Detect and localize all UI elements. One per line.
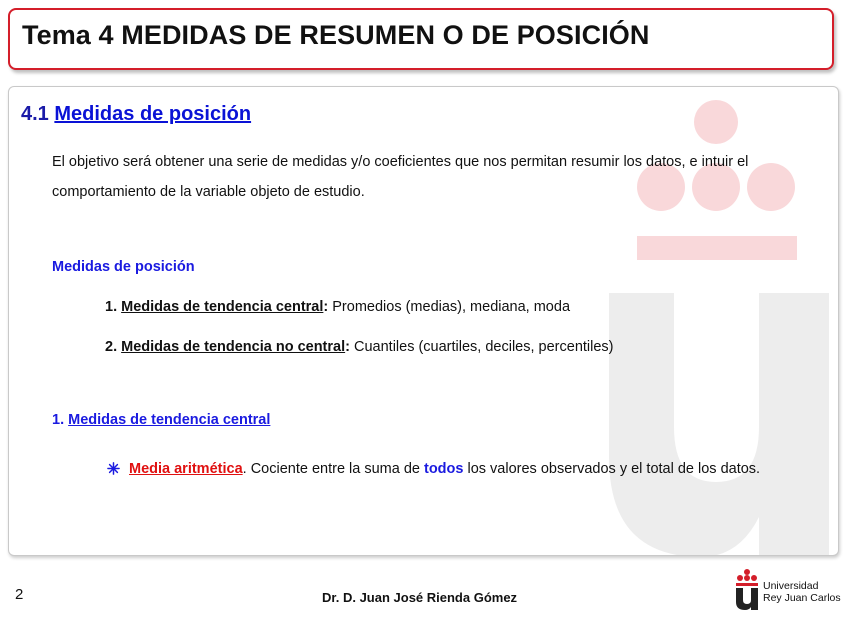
bullet-text-b: los valores observados y el total de los datos.	[463, 461, 761, 477]
urjc-logo-icon	[733, 568, 761, 610]
item-term: Medidas de tendencia central	[121, 299, 324, 315]
item-term: Medidas de tendencia no central	[121, 339, 346, 355]
intro-paragraph: El objetivo será obtener una serie de medidas y/o coeficientes que nos permitan resumir los datos, e intuir el comportamiento de la variable objeto de estudio.	[52, 154, 749, 200]
item-desc: Promedios (medias), mediana, moda	[328, 299, 571, 315]
section-title-link[interactable]: Medidas de posición	[54, 103, 252, 125]
asterisk-bullet-icon	[107, 462, 120, 475]
bullet-emphasis: todos	[424, 461, 464, 477]
subsection-heading	[52, 412, 270, 428]
bullet-item	[107, 455, 807, 483]
item-desc: Cuantiles (cuartiles, deciles, percentiles)	[349, 339, 614, 355]
section-number: 4.1	[21, 103, 49, 125]
content-panel	[8, 86, 839, 556]
item-number: 1.	[105, 299, 118, 315]
logo-line-1: Universidad	[763, 580, 819, 592]
subsection-title-link[interactable]: Medidas de tendencia central	[68, 412, 271, 428]
page-number: 2	[15, 586, 24, 603]
medidas-label: Medidas de posición	[52, 259, 195, 275]
logo-text	[763, 580, 841, 604]
item-number: 2.	[105, 339, 118, 355]
university-logo	[733, 568, 843, 628]
item-colon: :	[345, 339, 350, 355]
list-item	[105, 299, 570, 315]
footer-author: Dr. D. Juan José Rienda Gómez	[322, 590, 518, 605]
subsection-number: 1.	[52, 412, 65, 428]
section-heading	[21, 103, 251, 126]
title-box	[8, 8, 834, 70]
media-aritmetica-link[interactable]: Media aritmética	[129, 461, 243, 477]
item-colon: :	[323, 299, 329, 315]
slide-title: Tema 4 MEDIDAS DE RESUMEN O DE POSICIÓN	[22, 20, 650, 50]
list-item	[105, 339, 614, 355]
bullet-text	[107, 455, 807, 483]
logo-line-2: Rey Juan Carlos	[763, 592, 841, 604]
bullet-text-a: . Cociente entre la suma de	[242, 461, 424, 477]
